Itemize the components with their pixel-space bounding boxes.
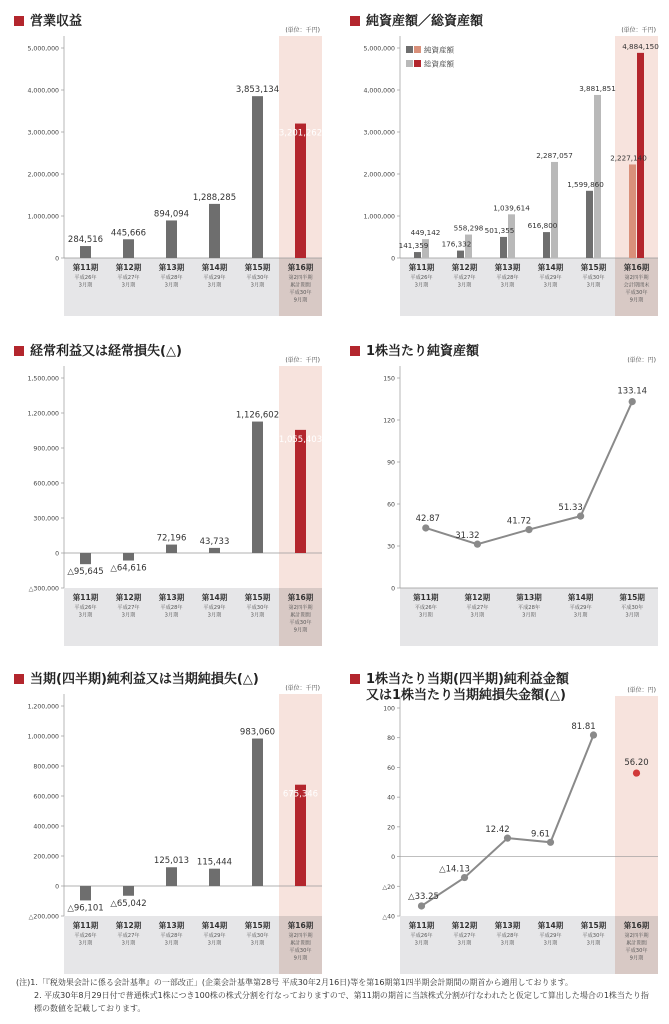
y-tick-label: 800,000 — [33, 763, 59, 771]
x-tick-label: 第15期 — [619, 593, 645, 602]
data-label: 12.42 — [485, 825, 510, 836]
chart-panel-net-income — [14, 668, 326, 988]
data-point — [418, 902, 425, 909]
chart-panel-net-assets-total-assets — [350, 10, 662, 330]
data-label: 445,666 — [110, 228, 147, 239]
x-tick-label: 第16期 — [287, 593, 314, 602]
chart-panel-eps — [350, 668, 662, 988]
bar — [80, 553, 91, 564]
x-sublabel: 3月期 — [414, 940, 429, 947]
data-label: 31.32 — [455, 531, 480, 542]
x-sublabel: 9月期 — [629, 297, 644, 304]
data-point — [474, 541, 481, 548]
data-point — [461, 874, 468, 881]
x-sublabel: 平成29年 — [539, 275, 562, 281]
x-tick-label: 第16期 — [287, 921, 314, 930]
x-sublabel: 3月期 — [522, 612, 536, 619]
x-tick-label: 第15期 — [244, 593, 271, 602]
y-tick-label: 0 — [55, 883, 59, 891]
bar — [209, 548, 220, 553]
x-tick-label: 第13期 — [494, 263, 521, 272]
x-sublabel: 第2四半期 — [288, 275, 313, 281]
x-sublabel: 3月期 — [164, 282, 179, 289]
y-tick-label: 600,000 — [33, 793, 59, 801]
unit-label: (単位：千円) — [285, 357, 320, 364]
x-sublabel: 平成30年 — [246, 275, 269, 281]
data-label: △14.13 — [439, 864, 470, 875]
x-sublabel: 平成28年 — [496, 275, 519, 281]
x-sublabel: 平成28年 — [496, 933, 519, 939]
x-tick-label: 第13期 — [158, 263, 185, 272]
y-tick-label: 60 — [387, 764, 395, 772]
bar — [295, 124, 306, 258]
data-point — [547, 839, 554, 846]
data-point — [525, 526, 532, 533]
x-sublabel: 3月期 — [207, 940, 222, 947]
y-tick-label: 1,200,000 — [27, 703, 59, 711]
data-point — [633, 769, 640, 776]
x-sublabel: 3月期 — [164, 612, 179, 619]
x-tick-label: 第14期 — [201, 921, 228, 930]
data-label-total: 3,881,851 — [579, 83, 616, 93]
y-tick-label: 80 — [387, 735, 395, 743]
data-label: 983,060 — [239, 727, 276, 738]
bar-net-assets — [586, 191, 593, 258]
x-sublabel: 3月期 — [500, 282, 515, 289]
y-tick-label: △200,000 — [28, 913, 59, 921]
data-label-total: 1,039,614 — [493, 203, 530, 213]
y-tick-label: 2,000,000 — [363, 171, 395, 179]
y-tick-label: 60 — [387, 501, 395, 509]
data-label: 115,444 — [196, 857, 233, 868]
x-tick-label: 第11期 — [72, 593, 99, 602]
data-label: 894,094 — [153, 209, 190, 220]
data-label-net: 176,332 — [441, 239, 472, 249]
x-tick-label: 第11期 — [408, 921, 435, 930]
data-label: 1,288,285 — [192, 192, 237, 203]
bar — [295, 430, 306, 553]
bar — [209, 204, 220, 258]
x-tick-label: 第12期 — [115, 921, 142, 930]
y-tick-label: 5,000,000 — [363, 45, 395, 53]
y-tick-label: 150 — [383, 375, 395, 383]
x-sublabel: 累計期間 — [290, 612, 311, 619]
bar — [123, 553, 134, 561]
x-sublabel: 第2四半期 — [288, 933, 313, 939]
x-sublabel: 平成30年 — [246, 605, 269, 611]
chart-svg — [14, 340, 326, 660]
data-label-total: 449,142 — [410, 228, 441, 238]
data-point — [629, 398, 636, 405]
highlight-column-bg — [615, 696, 658, 916]
y-tick-label: 5,000,000 — [27, 45, 59, 53]
data-label-net: 1,599,860 — [567, 179, 604, 189]
y-tick-label: 0 — [55, 550, 59, 558]
x-tick-label: 第12期 — [464, 593, 491, 602]
y-tick-label: 1,000,000 — [27, 733, 59, 741]
unit-label: (単位：千円) — [285, 685, 320, 692]
unit-label: (単位：円) — [627, 687, 656, 694]
data-point — [590, 731, 597, 738]
x-sublabel: 平成29年 — [539, 933, 562, 939]
x-sublabel: 平成30年 — [625, 290, 648, 296]
chart-title: 営業収益 — [20, 14, 82, 30]
data-point — [422, 524, 429, 531]
data-label-net: 616,800 — [527, 221, 558, 231]
x-sublabel: 3月期 — [78, 282, 93, 289]
x-tick-label: 第12期 — [451, 263, 478, 272]
x-sublabel: 平成29年 — [569, 605, 592, 611]
x-sublabel: 3月期 — [470, 612, 485, 619]
x-tick-label: 第13期 — [158, 921, 185, 930]
bar-total-assets — [594, 95, 601, 258]
x-sublabel: 累計期間 — [626, 940, 647, 947]
legend-swatch-net — [406, 46, 413, 53]
bar-total-assets — [508, 214, 515, 258]
x-sublabel: 平成30年 — [621, 605, 644, 611]
data-label: 81.81 — [571, 722, 596, 733]
legend-swatch-total-h — [414, 60, 421, 67]
data-label: 56.20 — [624, 758, 649, 769]
data-label: 51.33 — [558, 503, 583, 514]
bar — [252, 422, 263, 553]
y-tick-label: 200,000 — [33, 853, 59, 861]
x-sublabel: 3月期 — [457, 282, 472, 289]
y-tick-label: 3,000,000 — [363, 129, 395, 137]
x-tick-label: 第11期 — [408, 263, 435, 272]
data-label: 675,346 — [282, 789, 319, 800]
x-tick-label: 第13期 — [158, 593, 185, 602]
x-tick-label: 第15期 — [244, 921, 271, 930]
y-tick-label: 100 — [383, 705, 395, 713]
x-sublabel: 3月期 — [586, 282, 601, 289]
data-label-total: 4,884,150 — [622, 41, 659, 51]
x-sublabel: 平成27年 — [453, 933, 476, 939]
legend-label-net: 純資産額 — [424, 45, 454, 55]
x-tick-label: 第12期 — [451, 921, 478, 930]
x-tick-label: 第15期 — [244, 263, 271, 272]
x-tick-label: 第14期 — [201, 593, 228, 602]
y-tick-label: △20 — [382, 883, 395, 891]
x-sublabel: 平成30年 — [625, 948, 648, 954]
x-sublabel: 平成27年 — [453, 275, 476, 281]
legend-swatch-net-h — [414, 46, 421, 53]
bar — [166, 220, 177, 258]
y-tick-label: 300,000 — [33, 515, 59, 523]
x-tick-label: 第11期 — [413, 593, 439, 602]
x-sublabel: 平成29年 — [203, 275, 226, 281]
x-sublabel: 3月期 — [543, 282, 558, 289]
x-sublabel: 平成26年 — [410, 275, 433, 281]
x-tick-label: 第14期 — [201, 263, 228, 272]
x-sublabel: 3月期 — [78, 612, 93, 619]
x-tick-label: 第16期 — [623, 263, 650, 272]
bar-net-assets — [629, 164, 636, 258]
y-tick-label: 4,000,000 — [363, 87, 395, 95]
bar — [123, 239, 134, 258]
x-sublabel: 3月期 — [207, 612, 222, 619]
bar-net-assets — [500, 237, 507, 258]
bar — [166, 867, 177, 886]
chart-svg — [14, 10, 326, 330]
y-tick-label: 1,000,000 — [363, 213, 395, 221]
unit-label: (単位：円) — [627, 357, 656, 364]
x-sublabel: 累計期間 — [290, 940, 311, 947]
y-tick-label: 900,000 — [33, 445, 59, 453]
x-sublabel: 累計期間 — [290, 282, 311, 289]
data-label: 72,196 — [156, 533, 187, 544]
x-sublabel: 3月期 — [250, 282, 265, 289]
data-label: 284,516 — [67, 235, 104, 246]
data-label-net: 141,359 — [398, 241, 429, 251]
data-label: △33.25 — [408, 891, 439, 902]
chart-svg — [350, 668, 662, 988]
x-tick-label: 第14期 — [537, 263, 564, 272]
y-tick-label: △300,000 — [28, 585, 59, 593]
x-sublabel: 平成30年 — [289, 290, 312, 296]
x-sublabel: 平成27年 — [117, 275, 140, 281]
x-tick-label: 第11期 — [72, 921, 99, 930]
x-tick-label: 第12期 — [115, 593, 142, 602]
x-sublabel: 3月期 — [207, 282, 222, 289]
bar — [123, 886, 134, 896]
y-tick-label: △40 — [382, 913, 395, 921]
bar — [295, 785, 306, 886]
x-sublabel: 3月期 — [121, 612, 136, 619]
x-sublabel: 3月期 — [250, 940, 265, 947]
data-label: 41.72 — [506, 516, 532, 527]
y-tick-label: 2,000,000 — [27, 171, 59, 179]
footnotes — [16, 976, 656, 1015]
x-sublabel: 平成28年 — [160, 275, 183, 281]
bar-net-assets — [414, 252, 421, 258]
y-tick-label: 30 — [387, 543, 395, 551]
y-tick-label: 40 — [387, 794, 395, 802]
x-tick-label: 第15期 — [580, 263, 607, 272]
y-tick-label: 20 — [387, 824, 395, 832]
x-sublabel: 第2四半期 — [624, 275, 649, 281]
chart-title: 純資産額／総資産額 — [356, 14, 483, 30]
chart-panel-net-assets-per-share — [350, 340, 662, 660]
x-sublabel: 平成26年 — [414, 605, 437, 611]
chart-title: 経常利益又は経常損失(△) — [20, 344, 182, 360]
data-label: 3,201,262 — [278, 128, 323, 139]
y-tick-label: 0 — [391, 854, 395, 862]
x-sublabel: 平成26年 — [410, 933, 433, 939]
x-sublabel: 第2四半期 — [624, 933, 649, 939]
data-point — [577, 513, 584, 520]
data-label: △96,101 — [67, 903, 104, 914]
y-tick-label: 3,000,000 — [27, 129, 59, 137]
y-tick-label: 90 — [387, 459, 395, 467]
x-tick-label: 第14期 — [537, 921, 564, 930]
x-tick-label: 第16期 — [287, 263, 314, 272]
highlight-column-bg — [615, 36, 658, 258]
y-tick-label: 0 — [55, 255, 59, 263]
data-label: 42.87 — [415, 513, 440, 524]
legend-swatch-total — [406, 60, 413, 67]
chart-title: 1株当たり当期(四半期)純利益金額 又は1株当たり当期純損失金額(△) — [356, 672, 569, 704]
unit-label: (単位：千円) — [285, 27, 320, 34]
x-sublabel: 平成26年 — [74, 933, 97, 939]
x-tick-label: 第15期 — [580, 921, 607, 930]
data-label: △65,042 — [110, 898, 147, 909]
data-label: △95,645 — [67, 567, 104, 578]
legend-label-total: 総資産額 — [424, 59, 454, 69]
x-sublabel: 9月期 — [293, 297, 308, 304]
x-tick-label: 第16期 — [623, 921, 650, 930]
x-sublabel: 平成29年 — [203, 933, 226, 939]
data-point — [504, 835, 511, 842]
bar — [166, 545, 177, 553]
x-sublabel: 平成28年 — [160, 605, 183, 611]
series-line — [422, 735, 594, 906]
bar-total-assets — [551, 162, 558, 258]
x-tick-label: 第12期 — [115, 263, 142, 272]
x-sublabel: 平成30年 — [582, 933, 605, 939]
x-sublabel: 3月期 — [121, 282, 136, 289]
x-sublabel: 3月期 — [625, 612, 640, 619]
bar — [80, 886, 91, 900]
data-label: 9.61 — [531, 829, 550, 840]
x-sublabel: 3月期 — [121, 940, 136, 947]
bar-net-assets — [543, 232, 550, 258]
chart-svg — [14, 668, 326, 988]
chart-panel-ordinary-income — [14, 340, 326, 660]
x-tick-label: 第11期 — [72, 263, 99, 272]
y-tick-label: 0 — [391, 255, 395, 263]
bar — [252, 739, 263, 886]
footnote-2: 2. 平成30年8月29日付で普通株式1株につき100株の株式分割を行なっておりますので、第11期の期首に当該株式分割が行なわれたと仮定して算出した場合の1株当たり指標の数値を記載しております。 — [34, 991, 649, 1013]
data-label: 1,126,602 — [235, 410, 280, 421]
x-sublabel: 3月期 — [164, 940, 179, 947]
x-sublabel: 平成27年 — [117, 605, 140, 611]
x-sublabel: 3月期 — [573, 612, 588, 619]
chart-title: 1株当たり純資産額 — [356, 344, 479, 360]
x-sublabel: 平成30年 — [582, 275, 605, 281]
y-tick-label: 1,000,000 — [27, 213, 59, 221]
bar-net-assets — [457, 251, 464, 258]
data-label: 3,853,134 — [235, 85, 280, 96]
x-sublabel: 平成28年 — [517, 605, 541, 611]
y-tick-label: 1,500,000 — [27, 375, 59, 383]
x-sublabel: 第2四半期 — [288, 605, 313, 611]
x-tick-label: 第13期 — [494, 921, 521, 930]
y-tick-label: 0 — [391, 585, 395, 593]
data-label-total: 2,287,057 — [536, 150, 573, 160]
x-sublabel: 平成30年 — [246, 933, 269, 939]
data-label-total: 558,298 — [453, 223, 484, 233]
x-sublabel: 平成28年 — [160, 933, 183, 939]
x-sublabel: 9月期 — [293, 627, 308, 634]
data-label: 133.14 — [617, 386, 648, 397]
chart-svg — [350, 10, 662, 330]
x-tick-label: 第13期 — [516, 593, 542, 602]
x-sublabel: 9月期 — [293, 955, 308, 962]
data-label: △64,616 — [110, 563, 147, 574]
x-sublabel: 9月期 — [629, 955, 644, 962]
data-label-net: 2,227,140 — [610, 153, 647, 163]
x-sublabel: 平成27年 — [117, 933, 140, 939]
footnote-1: (注)1.「『税効果会計に係る会計基準』の一部改正」(企業会計基準第28号 平成30年2月16日)等を第16期第1四半期会計期間の期首から適用しております。 — [16, 978, 573, 987]
chart-panel-operating-revenue — [14, 10, 326, 330]
bar — [252, 96, 263, 258]
y-tick-label: 1,200,000 — [27, 410, 59, 418]
x-sublabel: 3月期 — [457, 940, 472, 947]
x-sublabel: 3月期 — [543, 940, 558, 947]
x-sublabel: 会計期間末 — [623, 282, 650, 289]
x-sublabel: 3月期 — [586, 940, 601, 947]
x-sublabel: 平成30年 — [289, 620, 312, 626]
chart-svg — [350, 340, 662, 660]
bar — [209, 869, 220, 886]
x-sublabel: 3月期 — [250, 612, 265, 619]
bar — [80, 246, 91, 258]
y-tick-label: 600,000 — [33, 480, 59, 488]
chart-title: 当期(四半期)純利益又は当期純損失(△) — [20, 672, 259, 688]
x-sublabel: 平成27年 — [466, 605, 489, 611]
x-sublabel: 平成26年 — [74, 605, 97, 611]
y-tick-label: 4,000,000 — [27, 87, 59, 95]
x-sublabel: 3月期 — [78, 940, 93, 947]
data-label: 43,733 — [199, 536, 230, 547]
data-label-net: 501,355 — [484, 225, 515, 235]
y-tick-label: 400,000 — [33, 823, 59, 831]
x-sublabel: 3月期 — [500, 940, 515, 947]
x-tick-label: 第14期 — [567, 593, 594, 602]
x-sublabel: 平成26年 — [74, 275, 97, 281]
unit-label: (単位：千円) — [621, 27, 656, 34]
x-sublabel: 平成30年 — [289, 948, 312, 954]
data-label: 1,055,403 — [278, 434, 323, 445]
x-sublabel: 3月期 — [418, 612, 433, 619]
data-label: 125,013 — [153, 856, 190, 867]
x-sublabel: 3月期 — [414, 282, 429, 289]
x-sublabel: 平成29年 — [203, 605, 226, 611]
y-tick-label: 120 — [383, 417, 395, 425]
